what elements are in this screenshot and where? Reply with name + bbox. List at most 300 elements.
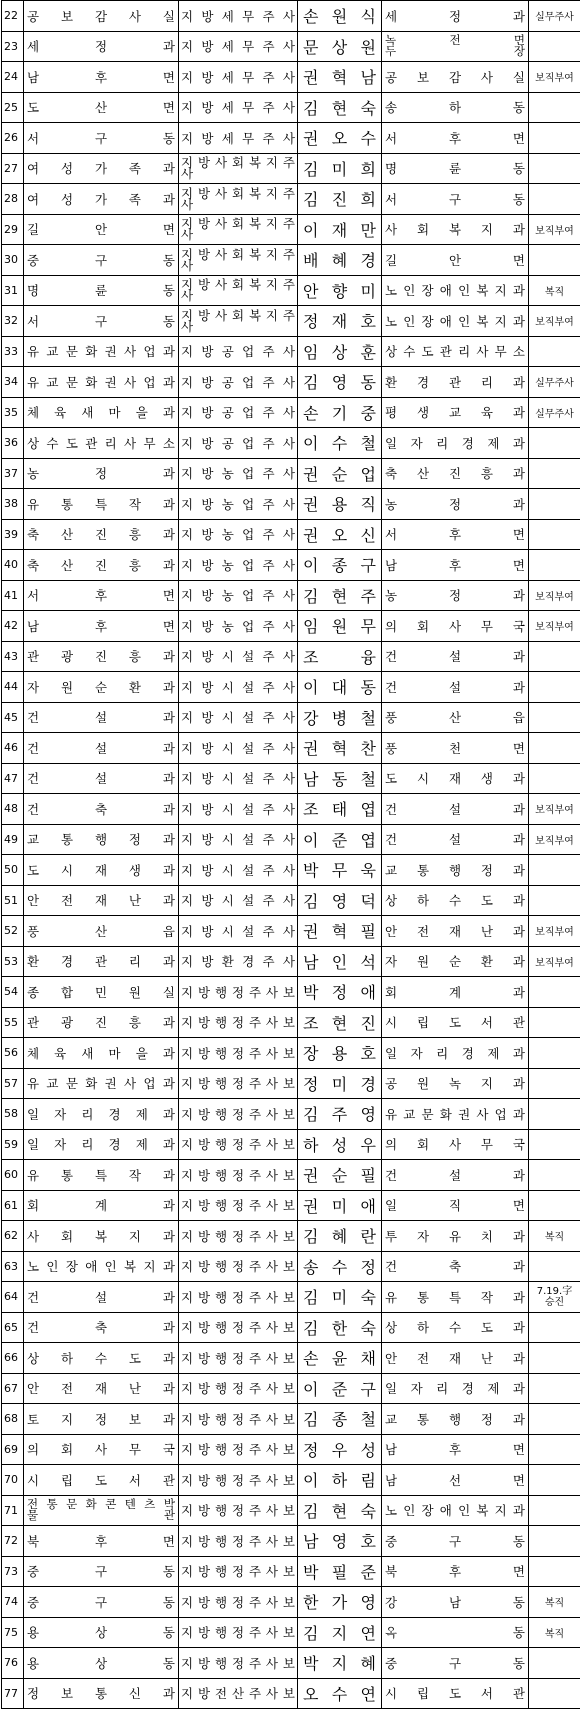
table-row <box>2 1190 580 1221</box>
previous-department: 일 자 리 경 제 과 <box>24 1099 179 1130</box>
row-number: 37 <box>2 458 24 489</box>
remarks <box>529 1373 580 1404</box>
rank: 지 방 행 정 주 사 보 <box>179 1373 298 1404</box>
remarks <box>529 1678 580 1709</box>
remarks <box>529 855 580 886</box>
employee-name: 이 수 철 <box>298 428 382 459</box>
row-number: 72 <box>2 1526 24 1557</box>
rank: 지 방 환 경 주 사 <box>179 946 298 977</box>
rank: 지 방 행 정 주 사 보 <box>179 1190 298 1221</box>
new-department: 유 교 문 화 권 사 업 과 <box>382 1099 529 1130</box>
employee-name: 김 현 숙 <box>298 92 382 123</box>
table-row <box>2 885 580 916</box>
employee-name: 문 상 원 <box>298 31 382 62</box>
rank: 지 방 행 정 주 사 보 <box>179 1343 298 1374</box>
employee-name: 조 현 진 <box>298 1007 382 1038</box>
rank: 지 방 시 설 주 사 <box>179 763 298 794</box>
previous-department: 농 정 과 <box>24 458 179 489</box>
previous-department: 건 축 과 <box>24 794 179 825</box>
employee-name: 이 종 구 <box>298 550 382 581</box>
rank: 지 방 행 정 주 사 보 <box>179 1007 298 1038</box>
remarks <box>529 428 580 459</box>
remarks <box>529 1465 580 1496</box>
new-department: 송 하 동 <box>382 92 529 123</box>
table-row <box>2 1 580 32</box>
new-department: 남 후 면 <box>382 1434 529 1465</box>
employee-name: 손 윤 채 <box>298 1343 382 1374</box>
table-row <box>2 1373 580 1404</box>
previous-department: 유 교 문 화 권 사 업 과 <box>24 367 179 398</box>
remarks: 복직 <box>529 1617 580 1648</box>
table-row <box>2 1251 580 1282</box>
previous-department: 서 구 동 <box>24 123 179 154</box>
rank: 지 방 농 업 주 사 <box>179 580 298 611</box>
rank: 지 방 행 정 주 사 보 <box>179 1282 298 1313</box>
remarks <box>529 184 580 215</box>
remarks: 복직 <box>529 275 580 306</box>
remarks: 보직부여 <box>529 794 580 825</box>
remarks <box>529 1556 580 1587</box>
remarks <box>529 336 580 367</box>
rank: 지 방 행 정 주 사 보 <box>179 1099 298 1130</box>
employee-name: 오 수 연 <box>298 1678 382 1709</box>
table-row <box>2 1678 580 1709</box>
remarks <box>529 92 580 123</box>
previous-department: 전 통 문 화 콘 텐 츠 박 물 관 <box>24 1495 179 1526</box>
new-department: 농 정 과 <box>382 489 529 520</box>
table-row <box>2 397 580 428</box>
previous-department: 건 설 과 <box>24 733 179 764</box>
previous-department: 관 광 진 흥 과 <box>24 641 179 672</box>
employee-name: 정 우 성 <box>298 1434 382 1465</box>
remarks: 보직부여 <box>529 916 580 947</box>
row-number: 34 <box>2 367 24 398</box>
new-department: 북 후 면 <box>382 1556 529 1587</box>
row-number: 71 <box>2 1495 24 1526</box>
table-row <box>2 1404 580 1435</box>
remarks <box>529 1068 580 1099</box>
remarks: 보직부여 <box>529 62 580 93</box>
employee-name: 박 정 애 <box>298 977 382 1008</box>
row-number: 77 <box>2 1678 24 1709</box>
previous-department: 사 회 복 지 과 <box>24 1221 179 1252</box>
row-number: 67 <box>2 1373 24 1404</box>
rank: 지 방 행 정 주 사 보 <box>179 1587 298 1618</box>
rank: 지 방 시 설 주 사 <box>179 733 298 764</box>
row-number: 68 <box>2 1404 24 1435</box>
previous-department: 유 교 문 화 권 사 업 과 <box>24 1068 179 1099</box>
previous-department: 명 륜 동 <box>24 275 179 306</box>
row-number: 49 <box>2 824 24 855</box>
remarks <box>529 31 580 62</box>
remarks <box>529 1434 580 1465</box>
row-number: 70 <box>2 1465 24 1496</box>
previous-department: 남 후 면 <box>24 62 179 93</box>
remarks <box>529 123 580 154</box>
table-row <box>2 763 580 794</box>
row-number: 64 <box>2 1282 24 1313</box>
employee-name: 정 재 호 <box>298 306 382 337</box>
previous-department: 건 축 과 <box>24 1312 179 1343</box>
new-department: 명 륜 동 <box>382 153 529 184</box>
rank: 지 방 행 정 주 사 보 <box>179 1129 298 1160</box>
table-row <box>2 1068 580 1099</box>
remarks <box>529 672 580 703</box>
new-department: 길 안 면 <box>382 245 529 276</box>
new-department: 투 자 유 치 과 <box>382 1221 529 1252</box>
employee-name: 권 혁 필 <box>298 916 382 947</box>
new-department: 서 구 동 <box>382 184 529 215</box>
remarks <box>529 1343 580 1374</box>
remarks <box>529 1099 580 1130</box>
table-row <box>2 1587 580 1618</box>
previous-department: 서 후 면 <box>24 580 179 611</box>
table-row <box>2 306 580 337</box>
previous-department: 안 전 재 난 과 <box>24 1373 179 1404</box>
previous-department: 남 후 면 <box>24 611 179 642</box>
row-number: 56 <box>2 1038 24 1069</box>
previous-department: 중 구 동 <box>24 1587 179 1618</box>
employee-name: 권 용 직 <box>298 489 382 520</box>
personnel-transfer-table <box>1 0 580 1709</box>
remarks: 복직 <box>529 1221 580 1252</box>
new-department: 건 설 과 <box>382 824 529 855</box>
employee-name: 김 영 덕 <box>298 885 382 916</box>
table-row <box>2 245 580 276</box>
rank: 지 방 시 설 주 사 <box>179 641 298 672</box>
previous-department: 교 통 행 정 과 <box>24 824 179 855</box>
rank: 지 방 행 정 주 사 보 <box>179 1495 298 1526</box>
employee-name: 박 지 혜 <box>298 1648 382 1679</box>
previous-department: 세 정 과 <box>24 31 179 62</box>
previous-department: 건 설 과 <box>24 1282 179 1313</box>
employee-name: 권 혁 찬 <box>298 733 382 764</box>
previous-department: 환 경 관 리 과 <box>24 946 179 977</box>
previous-department: 일 자 리 경 제 과 <box>24 1129 179 1160</box>
remarks <box>529 885 580 916</box>
row-number: 54 <box>2 977 24 1008</box>
table-row <box>2 1617 580 1648</box>
table-row <box>2 1312 580 1343</box>
employee-name: 권 오 신 <box>298 519 382 550</box>
new-department: 중 구 동 <box>382 1648 529 1679</box>
new-department: 건 설 과 <box>382 1160 529 1191</box>
rank: 지 방 행 정 주 사 보 <box>179 1221 298 1252</box>
table-row <box>2 702 580 733</box>
employee-name: 송 수 정 <box>298 1251 382 1282</box>
rank: 지 방 시 설 주 사 <box>179 702 298 733</box>
row-number: 45 <box>2 702 24 733</box>
previous-department: 체 육 새 마 을 과 <box>24 1038 179 1069</box>
row-number: 73 <box>2 1556 24 1587</box>
remarks: 실무주사 <box>529 367 580 398</box>
previous-department: 상 수 도 관 리 사 무 소 <box>24 428 179 459</box>
row-number: 41 <box>2 580 24 611</box>
previous-department: 북 후 면 <box>24 1526 179 1557</box>
row-number: 50 <box>2 855 24 886</box>
remarks <box>529 1190 580 1221</box>
row-number: 74 <box>2 1587 24 1618</box>
rank: 지 방 세 무 주 사 <box>179 31 298 62</box>
remarks <box>529 641 580 672</box>
table-row <box>2 946 580 977</box>
row-number: 65 <box>2 1312 24 1343</box>
row-number: 43 <box>2 641 24 672</box>
previous-department: 유 통 특 작 과 <box>24 1160 179 1191</box>
row-number: 63 <box>2 1251 24 1282</box>
table-row <box>2 733 580 764</box>
table-row <box>2 1526 580 1557</box>
remarks <box>529 1129 580 1160</box>
new-department: 환 경 관 리 과 <box>382 367 529 398</box>
remarks <box>529 702 580 733</box>
employee-name: 장 용 호 <box>298 1038 382 1069</box>
rank: 지 방 시 설 주 사 <box>179 916 298 947</box>
previous-department: 풍 산 읍 <box>24 916 179 947</box>
remarks: 7.19.字 승진 <box>529 1282 580 1313</box>
rank: 지 방 농 업 주 사 <box>179 489 298 520</box>
previous-department: 축 산 진 흥 과 <box>24 519 179 550</box>
row-number: 69 <box>2 1434 24 1465</box>
remarks <box>529 1251 580 1282</box>
previous-department: 정 보 통 신 과 <box>24 1678 179 1709</box>
rank: 지 방 시 설 주 사 <box>179 672 298 703</box>
previous-department: 중 구 동 <box>24 245 179 276</box>
new-department: 상 하 수 도 과 <box>382 885 529 916</box>
rank: 지 방 행 정 주 사 보 <box>179 977 298 1008</box>
rank: 지 방 사 회 복 지 주 사 <box>179 184 298 215</box>
new-department: 축 산 진 흥 과 <box>382 458 529 489</box>
new-department: 유 통 특 작 과 <box>382 1282 529 1313</box>
previous-department: 중 구 동 <box>24 1556 179 1587</box>
rank: 지 방 사 회 복 지 주 사 <box>179 153 298 184</box>
remarks <box>529 1007 580 1038</box>
employee-name: 김 지 연 <box>298 1617 382 1648</box>
new-department: 세 정 과 <box>382 1 529 32</box>
previous-department: 유 통 특 작 과 <box>24 489 179 520</box>
row-number: 27 <box>2 153 24 184</box>
previous-department: 서 구 동 <box>24 306 179 337</box>
rank: 지 방 사 회 복 지 주 사 <box>179 306 298 337</box>
new-department: 일 자 리 경 제 과 <box>382 1038 529 1069</box>
previous-department: 길 안 면 <box>24 214 179 245</box>
rank: 지 방 행 정 주 사 보 <box>179 1404 298 1435</box>
rank: 지 방 행 정 주 사 보 <box>179 1465 298 1496</box>
rank: 지 방 공 업 주 사 <box>179 397 298 428</box>
remarks: 복직 <box>529 1587 580 1618</box>
employee-name: 박 무 욱 <box>298 855 382 886</box>
table-row <box>2 184 580 215</box>
table-row <box>2 31 580 62</box>
rank: 지 방 공 업 주 사 <box>179 367 298 398</box>
table-row <box>2 641 580 672</box>
row-number: 23 <box>2 31 24 62</box>
remarks: 실무주사 <box>529 397 580 428</box>
rank: 지 방 전 산 주 사 보 <box>179 1678 298 1709</box>
table-body <box>2 1 580 1709</box>
row-number: 35 <box>2 397 24 428</box>
rank: 지 방 행 정 주 사 보 <box>179 1160 298 1191</box>
employee-name: 이 준 엽 <box>298 824 382 855</box>
table-row <box>2 855 580 886</box>
remarks <box>529 1648 580 1679</box>
row-number: 75 <box>2 1617 24 1648</box>
row-number: 52 <box>2 916 24 947</box>
employee-name: 권 혁 남 <box>298 62 382 93</box>
new-department: 남 후 면 <box>382 550 529 581</box>
new-department: 농 정 과 <box>382 580 529 611</box>
row-number: 61 <box>2 1190 24 1221</box>
rank: 지 방 농 업 주 사 <box>179 550 298 581</box>
remarks <box>529 977 580 1008</box>
remarks: 보직부여 <box>529 580 580 611</box>
previous-department: 체 육 새 마 을 과 <box>24 397 179 428</box>
rank: 지 방 시 설 주 사 <box>179 794 298 825</box>
rank: 지 방 행 정 주 사 보 <box>179 1434 298 1465</box>
previous-department: 안 전 재 난 과 <box>24 885 179 916</box>
previous-department: 노 인 장 애 인 복 지 과 <box>24 1251 179 1282</box>
remarks: 보직부여 <box>529 214 580 245</box>
table-row <box>2 611 580 642</box>
previous-department: 시 립 도 서 관 <box>24 1465 179 1496</box>
remarks <box>529 245 580 276</box>
previous-department: 자 원 순 환 과 <box>24 672 179 703</box>
employee-name: 정 미 경 <box>298 1068 382 1099</box>
new-department: 도 시 재 생 과 <box>382 763 529 794</box>
employee-name: 조 융 <box>298 641 382 672</box>
rank: 지 방 행 정 주 사 보 <box>179 1648 298 1679</box>
remarks <box>529 733 580 764</box>
employee-name: 김 영 동 <box>298 367 382 398</box>
new-department: 서 후 면 <box>382 123 529 154</box>
remarks <box>529 489 580 520</box>
row-number: 66 <box>2 1343 24 1374</box>
new-department: 건 설 과 <box>382 672 529 703</box>
new-department: 건 설 과 <box>382 794 529 825</box>
employee-name: 이 하 림 <box>298 1465 382 1496</box>
previous-department: 토 지 정 보 과 <box>24 1404 179 1435</box>
rank: 지 방 공 업 주 사 <box>179 336 298 367</box>
employee-name: 박 필 준 <box>298 1556 382 1587</box>
previous-department: 유 교 문 화 권 사 업 과 <box>24 336 179 367</box>
new-department: 일 직 면 <box>382 1190 529 1221</box>
rank: 지 방 행 정 주 사 보 <box>179 1556 298 1587</box>
new-department: 시 립 도 서 관 <box>382 1678 529 1709</box>
previous-department: 의 회 사 무 국 <box>24 1434 179 1465</box>
row-number: 33 <box>2 336 24 367</box>
new-department: 일 자 리 경 제 과 <box>382 428 529 459</box>
new-department: 사 회 복 지 과 <box>382 214 529 245</box>
new-department: 건 설 과 <box>382 641 529 672</box>
row-number: 58 <box>2 1099 24 1130</box>
remarks: 보직부여 <box>529 611 580 642</box>
new-department: 건 축 과 <box>382 1251 529 1282</box>
row-number: 40 <box>2 550 24 581</box>
new-department: 상 하 수 도 과 <box>382 1312 529 1343</box>
rank: 지 방 사 회 복 지 주 사 <box>179 245 298 276</box>
remarks <box>529 458 580 489</box>
rank: 지 방 세 무 주 사 <box>179 1 298 32</box>
rank: 지 방 농 업 주 사 <box>179 519 298 550</box>
rank: 지 방 사 회 복 지 주 사 <box>179 275 298 306</box>
table-row <box>2 1007 580 1038</box>
new-department: 교 통 행 정 과 <box>382 855 529 886</box>
table-row <box>2 1343 580 1374</box>
rank: 지 방 공 업 주 사 <box>179 428 298 459</box>
table-row <box>2 1495 580 1526</box>
table-row <box>2 123 580 154</box>
new-department: 교 통 행 정 과 <box>382 1404 529 1435</box>
table-row <box>2 336 580 367</box>
previous-department: 축 산 진 흥 과 <box>24 550 179 581</box>
remarks <box>529 1495 580 1526</box>
remarks <box>529 1312 580 1343</box>
row-number: 28 <box>2 184 24 215</box>
row-number: 44 <box>2 672 24 703</box>
employee-name: 김 미 희 <box>298 153 382 184</box>
remarks <box>529 1526 580 1557</box>
row-number: 26 <box>2 123 24 154</box>
row-number: 62 <box>2 1221 24 1252</box>
new-department: 강 남 동 <box>382 1587 529 1618</box>
previous-department: 상 하 수 도 과 <box>24 1343 179 1374</box>
new-department: 회 계 과 <box>382 977 529 1008</box>
new-department: 의 회 사 무 국 <box>382 611 529 642</box>
table-row <box>2 214 580 245</box>
row-number: 30 <box>2 245 24 276</box>
row-number: 46 <box>2 733 24 764</box>
employee-name: 이 준 구 <box>298 1373 382 1404</box>
rank: 지 방 세 무 주 사 <box>179 92 298 123</box>
previous-department: 건 설 과 <box>24 763 179 794</box>
table-row <box>2 428 580 459</box>
row-number: 59 <box>2 1129 24 1160</box>
employee-name: 권 순 업 <box>298 458 382 489</box>
remarks <box>529 519 580 550</box>
new-department: 일 자 리 경 제 과 <box>382 1373 529 1404</box>
table-row <box>2 1434 580 1465</box>
table-row <box>2 1465 580 1496</box>
new-department: 상 수 도 관 리 사 무 소 <box>382 336 529 367</box>
rank: 지 방 행 정 주 사 보 <box>179 1526 298 1557</box>
row-number: 32 <box>2 306 24 337</box>
employee-name: 김 종 철 <box>298 1404 382 1435</box>
remarks <box>529 763 580 794</box>
new-department: 옥 동 <box>382 1617 529 1648</box>
employee-name: 김 한 숙 <box>298 1312 382 1343</box>
row-number: 24 <box>2 62 24 93</box>
employee-name: 한 가 영 <box>298 1587 382 1618</box>
row-number: 36 <box>2 428 24 459</box>
remarks: 보직부여 <box>529 824 580 855</box>
remarks: 실무주사 <box>529 1 580 32</box>
new-department: 노 인 장 애 인 복 지 과 <box>382 275 529 306</box>
new-department: 평 생 교 육 과 <box>382 397 529 428</box>
employee-name: 권 미 애 <box>298 1190 382 1221</box>
employee-name: 안 향 미 <box>298 275 382 306</box>
previous-department: 용 상 동 <box>24 1617 179 1648</box>
new-department: 서 후 면 <box>382 519 529 550</box>
table-row <box>2 92 580 123</box>
row-number: 25 <box>2 92 24 123</box>
table-row <box>2 1099 580 1130</box>
new-department: 중 구 동 <box>382 1526 529 1557</box>
employee-name: 남 동 철 <box>298 763 382 794</box>
row-number: 55 <box>2 1007 24 1038</box>
row-number: 47 <box>2 763 24 794</box>
previous-department: 공 보 감 사 실 <box>24 1 179 32</box>
remarks <box>529 1038 580 1069</box>
